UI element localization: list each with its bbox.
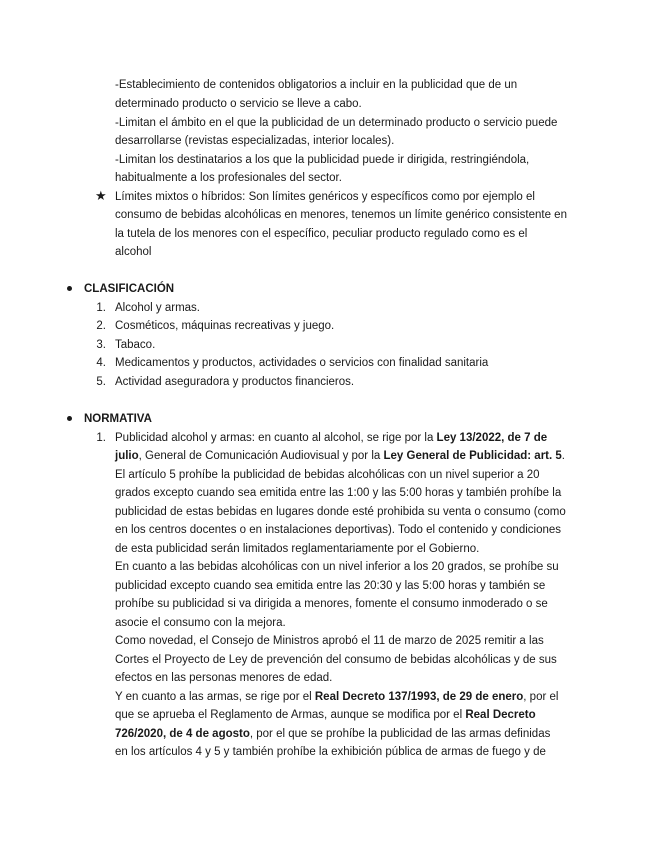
list-number: 4. xyxy=(96,357,106,369)
paragraph-line xyxy=(115,430,547,446)
dash-item-line: -Establecimiento de contenidos obligatorios a incluir en la publicidad que de un xyxy=(115,79,518,91)
bold-text-run: Real Decreto xyxy=(465,709,536,721)
paragraph-line: en los artículos 4 y 5 y también prohíbe la exhibición pública de armas de fuego y de xyxy=(115,746,546,758)
text-run: Y en cuanto a las armas, se rige por el xyxy=(115,691,315,703)
paragraph-line xyxy=(115,707,536,723)
text-run: Publicidad alcohol y armas: en cuanto al alcohol, se rige por la xyxy=(115,432,437,444)
list-item: Tabaco. xyxy=(115,339,156,351)
list-number: 5. xyxy=(96,376,106,388)
paragraph-line: prohíbe su publicidad si va dirigida a menores, fomente el consumo inmoderado o se xyxy=(115,598,548,610)
dash-item-line: determinado producto o servicio se lleve a cabo. xyxy=(115,98,362,110)
bold-text-run: Ley 13/2022, de 7 de xyxy=(436,432,548,444)
paragraph-line: Cortes el Proyecto de Ley de prevención del consumo de bebidas alcohólicas y de sus xyxy=(115,654,557,666)
list-number: 3. xyxy=(96,339,106,351)
paragraph-line: publicidad de estas bebidas en lugares donde esté prohibida su venta o consumo (como xyxy=(115,506,566,518)
list-item: Cosméticos, máquinas recreativas y juego. xyxy=(115,320,335,332)
paragraph-line: En cuanto a las bebidas alcohólicas con un nivel inferior a los 20 grados, se prohíbe su xyxy=(115,561,559,573)
paragraph-line: asocie el consumo con la mejora. xyxy=(115,617,286,629)
text-run: , General de Comunicación Audiovisual y por la xyxy=(138,450,384,462)
list-number: 1. xyxy=(96,302,106,314)
paragraph-line xyxy=(115,689,558,705)
paragraph-line: de esta publicidad serán limitados reglamentariamente por el Gobierno. xyxy=(115,543,480,555)
paragraph-line: Como novedad, el Consejo de Ministros aprobó el 11 de marzo de 2025 remitir a las xyxy=(115,635,544,647)
paragraph-line: grados excepto cuando sea emitida entre las 1:00 y las 5:00 horas y también prohíbe la xyxy=(115,487,562,499)
list-item: Medicamentos y productos, actividades o servicios con finalidad sanitaria xyxy=(115,357,489,369)
bold-text-run: Real Decreto 137/1993, de 29 de enero xyxy=(314,691,524,703)
list-item: Alcohol y armas. xyxy=(115,302,201,314)
paragraph-line xyxy=(115,726,550,742)
bullet-dot-icon xyxy=(67,286,72,291)
dash-item-line: habitualmente a los profesionales del sector. xyxy=(115,172,342,184)
section-heading-clasificacion: CLASIFICACIÓN xyxy=(84,283,175,295)
text-run: , por el que se prohíbe la publicidad de las armas definidas xyxy=(249,728,551,740)
bullet-dot-icon xyxy=(67,416,72,421)
section-heading-normativa: NORMATIVA xyxy=(84,413,152,425)
star-item-line: la tutela de los menores con el específico, peculiar producto regulado como es el xyxy=(115,228,528,240)
text-run: que se aprueba el Reglamento de Armas, aunque se modifica por el xyxy=(115,709,466,721)
bold-text-run: julio xyxy=(115,450,139,462)
star-item-line: alcohol xyxy=(115,246,152,258)
text-run: , por el xyxy=(523,691,559,703)
dash-item-line: -Limitan los destinatarios a los que la publicidad puede ir dirigida, restringiéndola, xyxy=(115,154,530,166)
dash-item-line: -Limitan el ámbito en el que la publicidad de un determinado producto o servicio puede xyxy=(115,117,558,129)
star-item-line: consumo de bebidas alcohólicas en menores, tenemos un límite genérico consistente en xyxy=(115,209,567,221)
text-run: . xyxy=(561,450,565,462)
paragraph-line: publicidad excepto cuando sea emitida entre las 20:30 y las 5:00 horas y también se xyxy=(115,580,546,592)
star-item-line: Límites mixtos o híbridos: Son límites genéricos y específicos como por ejemplo el xyxy=(115,191,535,203)
list-number: 1. xyxy=(96,432,106,444)
star-bullet-icon: ★ xyxy=(95,188,107,203)
paragraph-line: El artículo 5 prohíbe la publicidad de bebidas alcohólicas con un nivel superior a 20 xyxy=(115,469,540,481)
list-number: 2. xyxy=(96,320,106,332)
list-item: Actividad aseguradora y productos financieros. xyxy=(115,376,355,388)
bold-text-run: Ley General de Publicidad: art. 5 xyxy=(383,450,562,462)
paragraph-line: efectos en las personas menores de edad. xyxy=(115,672,333,684)
paragraph-line xyxy=(115,448,565,464)
paragraph-line: en los centros docentes o en instalaciones deportivas). Todo el contenido y condiciones xyxy=(115,524,562,536)
dash-item-line: desarrollarse (revistas especializadas, interior locales). xyxy=(115,135,395,147)
bold-text-run: 726/2020, de 4 de agosto xyxy=(115,728,250,740)
